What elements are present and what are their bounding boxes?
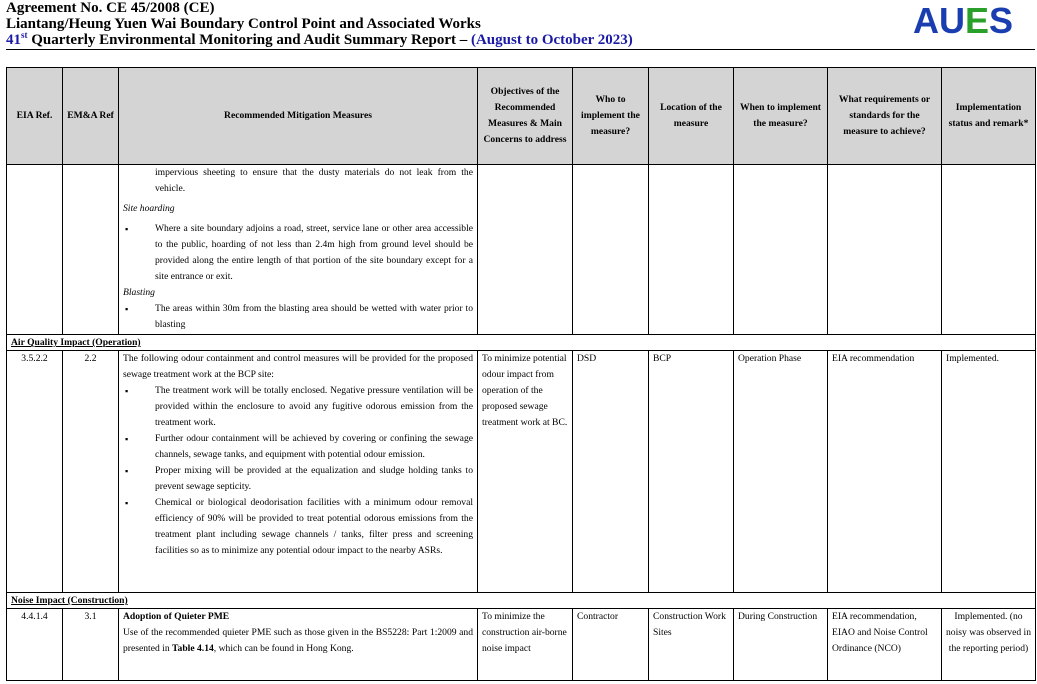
cell-who: DSD xyxy=(573,351,649,593)
header-rule xyxy=(6,49,1035,50)
table-row xyxy=(7,609,1036,681)
mitigation-table xyxy=(6,67,1036,681)
quieter-pme-text xyxy=(123,625,473,657)
col-ema-ref: EM&A Ref xyxy=(63,68,119,165)
aues-logo xyxy=(913,2,1013,40)
col-eia-ref: EIA Ref. xyxy=(7,68,63,165)
cell-who xyxy=(573,165,649,335)
cell-requirements xyxy=(828,165,942,335)
cell-status: Implemented. xyxy=(942,351,1036,593)
list-item: ▪ Chemical or biological deodorisation facilities with a minimum odour removal efficiency of 90% will be provided to treat potential odorous emissions from the treatment plant including sewage channels / tanks, filter press and screening facilities so as to minimize any potential odour impact to the nearby ASRs. xyxy=(123,495,473,559)
report-number-suffix: st xyxy=(21,30,28,40)
section-noise-construction: Noise Impact (Construction) xyxy=(7,593,1036,609)
cell-when: During Construction xyxy=(734,609,828,681)
cell-objectives: To minimize the construction air-borne noise impact xyxy=(478,609,573,681)
cell-ema-ref: 2.2 xyxy=(63,351,119,593)
logo-part-e: E xyxy=(964,0,989,41)
col-measures: Recommended Mitigation Measures xyxy=(119,68,478,165)
col-who: Who to implement the measure? xyxy=(573,68,649,165)
continued-text: impervious sheeting to ensure that the dusty materials do not leak from the vehicle. xyxy=(155,167,473,194)
section-row xyxy=(7,593,1036,609)
table-row xyxy=(7,165,1036,335)
document-header xyxy=(6,0,1032,48)
cell-ema-ref xyxy=(63,165,119,335)
agreement-number: Agreement No. CE 45/2008 (CE) xyxy=(6,0,215,16)
col-objectives: Objectives of the Recommended Measures & Main Concerns to address xyxy=(478,68,573,165)
cell-requirements: EIA recommendation, EIAO and Noise Control Ordinance (NCO) xyxy=(828,609,942,681)
odour-intro: The following odour containment and control measures will be provided for the proposed sewage treatment work at the BCP site: xyxy=(123,353,473,380)
cell-who: Contractor xyxy=(573,609,649,681)
blasting-heading: Blasting xyxy=(123,287,155,298)
logo-part-s: S xyxy=(988,0,1013,41)
report-number: 41 xyxy=(6,32,21,48)
cell-status xyxy=(942,165,1036,335)
list-item: ▪ The treatment work will be totally enclosed. Negative pressure ventilation will be provided within the enclosure to avoid any fugitive odorous emission from the treatment work. xyxy=(123,383,473,431)
report-title-text: Quarterly Environmental Monitoring and Audit Summary Report – xyxy=(27,32,471,48)
cell-objectives xyxy=(478,165,573,335)
list-item: ▪ Proper mixing will be provided at the equalization and sludge holding tanks to prevent sewage septicity. xyxy=(123,463,473,495)
cell-measures xyxy=(119,351,478,593)
table-header-row xyxy=(7,68,1036,165)
cell-location: Construction Work Sites xyxy=(649,609,734,681)
cell-location: BCP xyxy=(649,351,734,593)
site-hoarding-heading: Site hoarding xyxy=(123,203,175,214)
cell-eia-ref: 3.5.2.2 xyxy=(7,351,63,593)
project-title: Liantang/Heung Yuen Wai Boundary Control Point and Associated Works xyxy=(6,16,481,32)
report-period: (August to October 2023) xyxy=(470,32,633,48)
col-requirements: What requirements or standards for the measure to achieve? xyxy=(828,68,942,165)
cell-location xyxy=(649,165,734,335)
col-when: When to implement the measure? xyxy=(734,68,828,165)
pme-text-part: , which can be found in Hong Kong. xyxy=(213,643,354,654)
section-row xyxy=(7,335,1036,351)
cell-ema-ref: 3.1 xyxy=(63,609,119,681)
col-location: Location of the measure xyxy=(649,68,734,165)
cell-eia-ref xyxy=(7,165,63,335)
list-item: ▪ Where a site boundary adjoins a road, street, service lane or other area accessible to the public, hoarding of not less than 2.4m high from ground level should be provided along the entire length of that portion of the site boundary except for a site entrance or exit. xyxy=(123,221,473,285)
cell-when: Operation Phase xyxy=(734,351,828,593)
report-title xyxy=(6,32,1032,48)
cell-eia-ref: 4.4.1.4 xyxy=(7,609,63,681)
cell-measures xyxy=(119,609,478,681)
cell-when xyxy=(734,165,828,335)
cell-objectives: To minimize potential odour impact from operation of the proposed sewage treatment work at BC. xyxy=(478,351,573,593)
table-row xyxy=(7,351,1036,593)
col-status: Implementation status and remark* xyxy=(942,68,1036,165)
section-air-quality-operation: Air Quality Impact (Operation) xyxy=(7,335,1036,351)
logo-part-au: AU xyxy=(912,0,965,41)
quieter-pme-heading: Adoption of Quieter PME xyxy=(123,611,230,622)
cell-status: Implemented. (no noisy was observed in the reporting period) xyxy=(942,609,1036,681)
list-item: ▪ Further odour containment will be achieved by covering or confining the sewage channels, sewage tanks, and equipment with potential odour emission. xyxy=(123,431,473,463)
table-reference: Table 4.14 xyxy=(172,643,214,654)
cell-requirements: EIA recommendation xyxy=(828,351,942,593)
cell-measures xyxy=(119,165,478,335)
pme-text-part: Use of the recommended quieter PME such as those given in the BS5228: Part 1:2009 and presented in xyxy=(123,627,473,654)
list-item: ▪ The areas within 30m from the blasting area should be wetted with water prior to blasting xyxy=(123,301,473,333)
